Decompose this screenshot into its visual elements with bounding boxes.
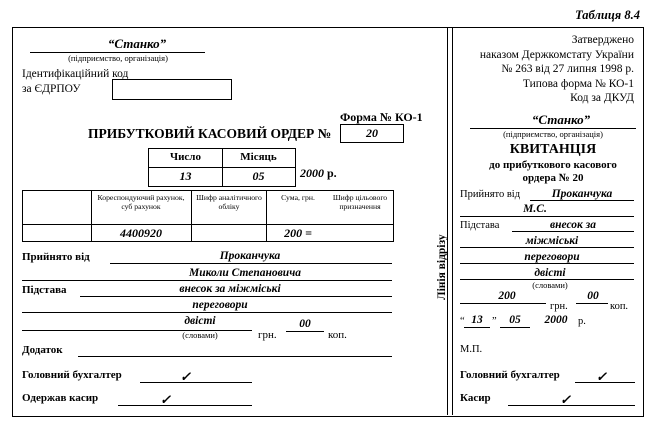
receipt-kop-line xyxy=(576,303,608,304)
basis-value[interactable]: внесок за міжміські xyxy=(179,283,281,295)
receipt-accepted-from-line-2 xyxy=(460,216,634,217)
date-table xyxy=(148,148,296,187)
date-header-day: Число xyxy=(170,151,201,163)
acct-header-divider xyxy=(23,224,393,225)
accepted-from-label: Прийнято від xyxy=(22,251,90,263)
date-header-month: Місяць xyxy=(240,151,277,163)
receipt-cashier-line xyxy=(508,405,635,406)
accepted-from-line xyxy=(110,263,392,264)
kop-label: коп. xyxy=(328,329,347,341)
chief-accountant-label: Головний бухгалтер xyxy=(22,369,122,381)
cashier-label: Одержав касир xyxy=(22,392,99,404)
accepted-from-value[interactable]: Проканчука xyxy=(219,250,281,262)
cashier-line xyxy=(118,405,252,406)
receipt-basis-line-1 xyxy=(512,231,634,232)
acct-header-1: Шифр аналітичного обліку xyxy=(196,193,262,211)
doc-number-value: 20 xyxy=(366,126,378,140)
approval-block xyxy=(394,33,634,106)
receipt-basis-line-3 xyxy=(460,263,634,264)
receipt-basis-line-2 xyxy=(460,247,634,248)
approval-line-4: Код за ДКУД xyxy=(570,92,634,104)
acct-header-0: Кореспондуючий рахунок, суб рахунок xyxy=(97,193,185,211)
chief-accountant-line xyxy=(140,382,252,383)
acct-header-3: Шифр цільового призначення xyxy=(332,193,388,211)
left-org-name: “Станко” xyxy=(107,36,167,51)
basis-value-2[interactable]: переговори xyxy=(192,299,248,311)
basis-line-2 xyxy=(22,312,392,313)
receipt-grn-label: грн. xyxy=(550,301,568,312)
receipt-amount-words-value[interactable]: двісті xyxy=(534,267,566,279)
receipt-org-caption: (підприємство, організація) xyxy=(503,129,603,139)
receipt-date-month[interactable]: 05 xyxy=(509,314,521,326)
date-value-month[interactable]: 05 xyxy=(252,169,265,183)
appendix-label: Додаток xyxy=(22,344,63,356)
basis-label: Підстава xyxy=(22,284,67,296)
accepted-from-line-2 xyxy=(22,280,392,281)
receipt-date-year-suffix: р. xyxy=(578,316,586,327)
grn-value-line xyxy=(286,331,324,332)
date-year-suffix: р. xyxy=(327,166,337,180)
approval-line-1: наказом Держкомстату України xyxy=(479,48,634,61)
receipt-sum-value[interactable]: 200 xyxy=(498,290,516,302)
appendix-line xyxy=(78,356,392,357)
receipt-date-day-line xyxy=(464,327,490,328)
approval-line-3: Типова форма № КО-1 xyxy=(522,77,634,90)
receipt-amount-words-caption: (словами) xyxy=(532,280,568,290)
receipt-basis-label: Підстава xyxy=(460,220,500,231)
receipt-subtitle-line1: до прибуткового касового xyxy=(489,159,617,171)
acct-divider-1 xyxy=(91,191,92,241)
left-org-caption: (підприємство, організація) xyxy=(68,53,168,63)
receipt-date-quote-2: ” xyxy=(492,316,497,327)
receipt-sum-line xyxy=(460,303,546,304)
receipt-org-name: “Станко” xyxy=(531,112,591,127)
acct-divider-3 xyxy=(266,191,267,241)
doc-number-field[interactable] xyxy=(340,124,404,143)
receipt-basis-value-2[interactable]: міжміські xyxy=(525,235,579,247)
accounting-table xyxy=(22,190,394,242)
approval-line-0: Затверджено xyxy=(571,34,634,46)
receipt-kop-value[interactable]: 00 xyxy=(587,290,599,302)
cut-line-label: Лінія відрізу xyxy=(436,234,448,300)
acct-value-2[interactable]: 200 = xyxy=(284,226,312,240)
receipt-date-quote: “ xyxy=(460,316,465,327)
receipt-basis-value-1[interactable]: внесок за xyxy=(550,219,596,231)
date-table-row-divider xyxy=(149,167,295,168)
receipt-subtitle xyxy=(458,159,648,185)
receipt-cashier-label: Касир xyxy=(460,392,491,404)
receipt-chief-accountant-signature[interactable]: ✓ xyxy=(596,369,607,384)
receipt-date-month-line xyxy=(500,327,530,328)
receipt-date-day[interactable]: 13 xyxy=(471,314,483,326)
receipt-kop-label: коп. xyxy=(610,301,629,312)
receipt-accepted-from-line xyxy=(530,200,634,201)
date-year-value: 2000 xyxy=(300,166,324,180)
id-code-label-line2: за ЄДРПОУ xyxy=(22,83,81,95)
id-code-field[interactable] xyxy=(112,79,232,100)
receipt-stamp-label: М.П. xyxy=(460,344,483,355)
acct-header-2: Сума, грн. xyxy=(281,193,315,202)
receipt-accepted-from-value-2[interactable]: М.С. xyxy=(523,203,547,215)
receipt-title: КВИТАНЦІЯ xyxy=(509,142,597,157)
page-title: ПРИБУТКОВИЙ КАСОВИЙ ОРДЕР № xyxy=(88,126,332,141)
table-caption: Таблиця 8.4 xyxy=(575,8,640,22)
chief-accountant-signature[interactable]: ✓ xyxy=(180,369,191,384)
basis-line xyxy=(80,296,392,297)
receipt-cashier-signature[interactable]: ✓ xyxy=(560,392,571,407)
approval-line-2: № 263 від 27 липня 1998 р. xyxy=(501,63,634,75)
grn-value[interactable]: 00 xyxy=(299,318,311,330)
amount-words-value[interactable]: двісті xyxy=(184,315,216,327)
date-year xyxy=(300,166,337,181)
cashier-signature[interactable]: ✓ xyxy=(160,392,171,407)
acct-value-0[interactable]: 4400920 xyxy=(120,226,162,240)
date-value-day[interactable]: 13 xyxy=(179,169,192,183)
receipt-date-year[interactable]: 2000 xyxy=(544,314,568,326)
receipt-basis-value-3[interactable]: переговори xyxy=(524,251,580,263)
amount-words-caption: (словами) xyxy=(182,330,218,340)
id-code-label-line1: Ідентифікаційний код xyxy=(22,68,129,80)
acct-divider-2 xyxy=(191,191,192,241)
receipt-accepted-from-label: Прийнято від xyxy=(460,189,521,200)
grn-label: грн. xyxy=(258,329,277,341)
receipt-chief-accountant-label: Головний бухгалтер xyxy=(460,369,560,381)
receipt-subtitle-line2: ордера № 20 xyxy=(522,172,584,184)
accepted-from-value-2[interactable]: Миколи Степановича xyxy=(189,267,301,279)
receipt-accepted-from-value[interactable]: Проканчука xyxy=(551,188,613,200)
form-number-label: Форма № КО-1 xyxy=(340,110,423,124)
